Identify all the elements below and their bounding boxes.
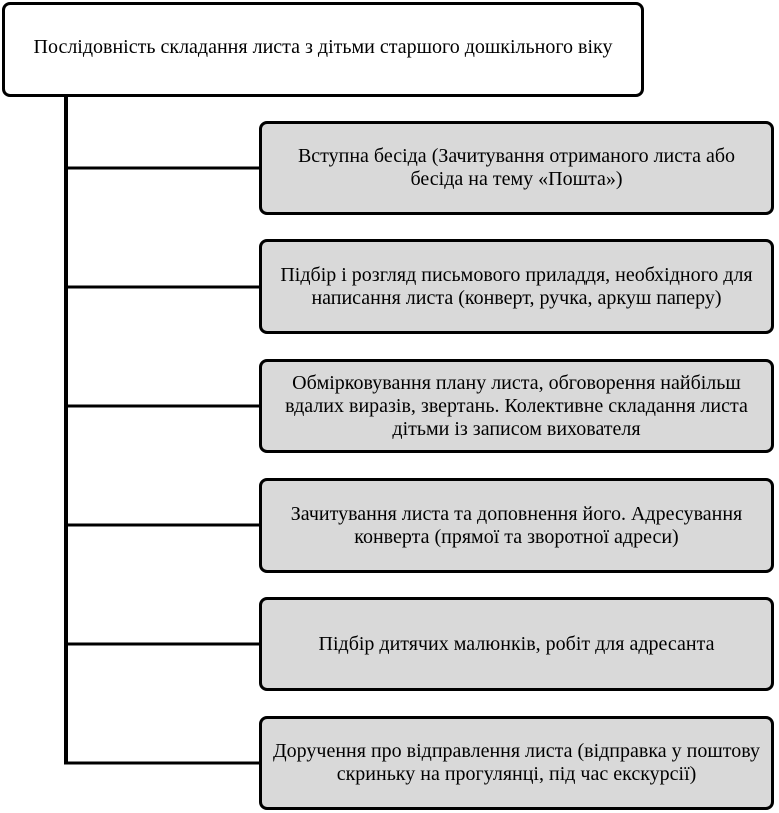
step-box-1 — [259, 121, 774, 215]
step-text-6: Доручення про відправлення листа (відправка у поштову скриньку на прогулянці, під час екскурсії) — [273, 740, 760, 785]
step-box-4 — [259, 478, 774, 573]
step-box-2 — [259, 239, 774, 334]
step-text-5: Підбір дитячих малюнків, робіт для адресанта — [318, 632, 715, 655]
step-box-6 — [259, 716, 774, 810]
step-box-5 — [259, 597, 774, 691]
title-text: Послідовність складання листа з дітьми старшого дошкільного віку — [33, 36, 613, 58]
step-text-3: Обмірковування плану листа, обговорення найбільш вдалих виразів, звертань. Колективне складання листа дітьми із записом вихователя — [285, 371, 748, 440]
step-text-1: Вступна бесіда (Зачитування отриманого листа або бесіда на тему «Пошта») — [297, 145, 736, 190]
step-text-4: Зачитування листа та доповнення його. Адресування конверта (прямої та зворотної адреси) — [290, 502, 743, 548]
step-box-3 — [259, 359, 774, 453]
step-text-2: Підбір і розгляд письмового приладдя, необхідного для написання листа (конверт, ручка, аркуш паперу) — [280, 263, 753, 309]
title-box — [2, 2, 644, 97]
